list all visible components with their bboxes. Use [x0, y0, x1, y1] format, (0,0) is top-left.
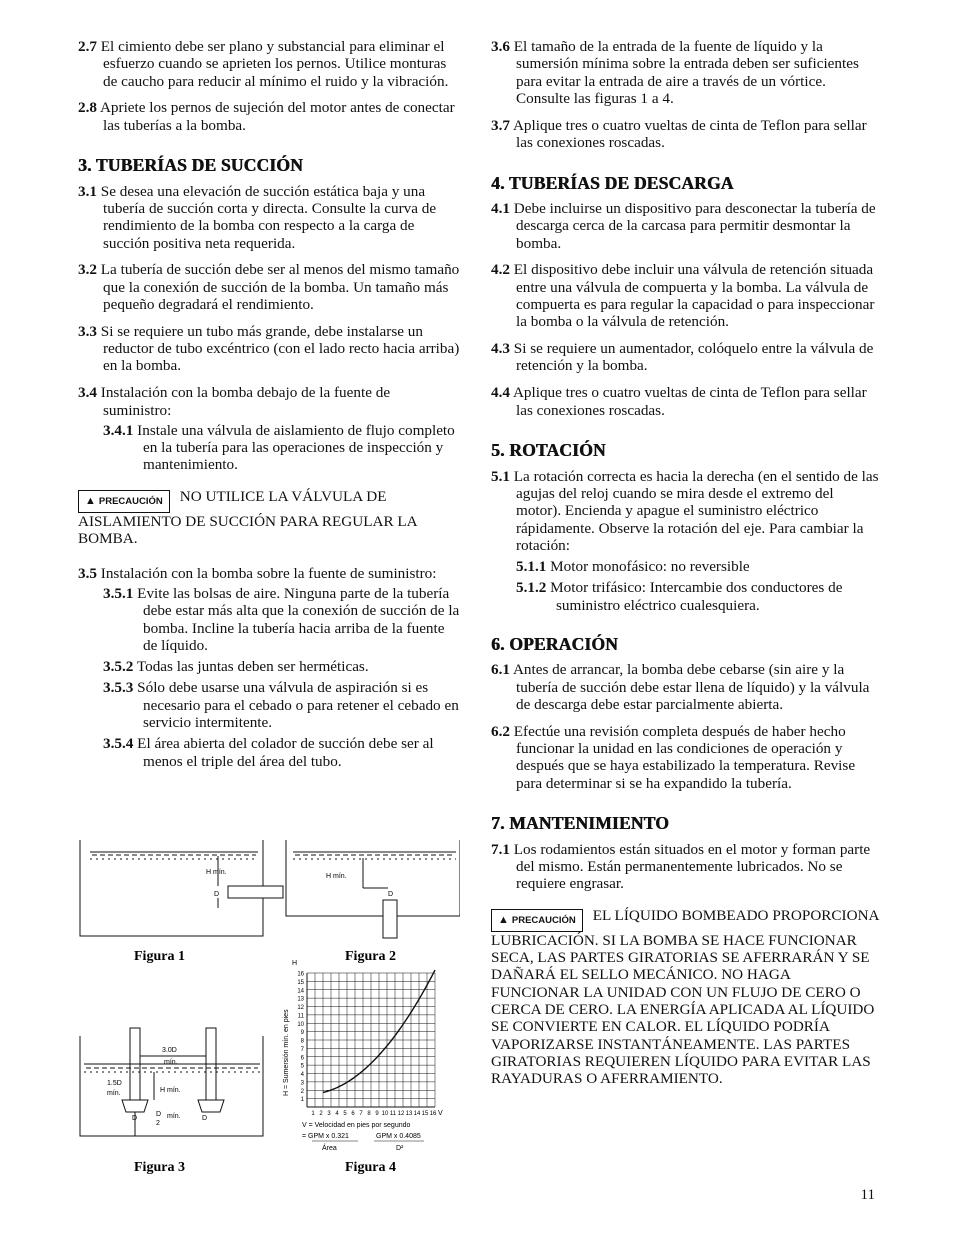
caption-figura-1: Figura 1 — [134, 949, 185, 964]
fig4-xlabel-2a: = GPM x 0.321 — [302, 1133, 349, 1140]
figure-2-diagram — [286, 840, 460, 938]
para-4-3: 4.3 Si se requiere un aumentador, colóquelo entre la válvula de retención y la bomba. — [491, 340, 874, 375]
fig4-xlabel-2b: GPM x 0.4085 — [376, 1133, 421, 1140]
para-2-7: 2.7 El cimiento debe ser plano y substancial para eliminar el esfuerzo cuando se aprieten los pernos. Utilice monturas de caucho para reducir al mínimo el ruido y la vibración. — [78, 38, 449, 90]
caution-badge-2: ▲ PRECAUCIÓN — [491, 909, 583, 932]
fig3-d-label: D — [132, 1115, 138, 1122]
x-tick-label: 15 — [421, 1111, 429, 1117]
heading-mantenimiento: 7. MANTENIMIENTO — [491, 813, 669, 834]
caution-badge: ▲ PRECAUCIÓN — [78, 490, 170, 513]
heading-rotacion: 5. ROTACIÓN — [491, 440, 606, 461]
x-tick-label: 10 — [381, 1111, 389, 1117]
y-tick-label: 16 — [297, 971, 304, 978]
para-3-1: 3.1 Se desea una elevación de succión estática baja y una tubería de succión corta y directa. Consulte la curva de rendimiento de la bomba con respecto a la carga de succión positiva neta requerida. — [78, 182, 437, 252]
y-tick-label: 11 — [297, 1013, 304, 1020]
fig2-d-label: D — [388, 891, 394, 898]
para-3-2: 3.2 La tubería de succión debe ser al menos del mismo tamaño que la conexión de succión de la bomba. Un tamaño más pequeño degradará el rendimiento. — [78, 261, 460, 314]
figures-area — [78, 836, 460, 1176]
caption-figura-2: Figura 2 — [345, 949, 396, 964]
fig3-15d-label: 1.5D — [107, 1080, 122, 1087]
para-6-1: 6.1 Antes de arrancar, la bomba debe cebarse (sin aire y la tubería de succión debe estar llena de líquido) y la válvula de descarga debe estar parcialmente abierta. — [491, 661, 870, 713]
para-4-1: 4.1 Debe incluirse un dispositivo para desconectar la tubería de descarga cerca de la carcasa para permitir desmontar la bomba. — [491, 200, 876, 252]
caption-figura-4: Figura 4 — [345, 1160, 396, 1175]
y-tick-label: 5 — [300, 1063, 304, 1070]
para-3-4: 3.4 Instalación con la bomba debajo de la fuente de suministro: — [78, 384, 391, 419]
fig2-hmin-label: H mín. — [326, 873, 347, 880]
fig3-min-label: mín. — [164, 1059, 178, 1066]
para-3-5-4: 3.5.4 El área abierta del colador de succión debe ser al menos el triple del área del tubo. — [103, 735, 434, 770]
para-6-2: 6.2 Efectúe una revisión completa después de haber hecho funcionar la unidad en las condiciones de operación y después que se haya estabilizado la temperatura. Revise para determinar si se ha expandido la tubería. — [491, 722, 856, 792]
x-tick-label: 3 — [327, 1111, 331, 1117]
fig4-v-label: V — [438, 1110, 443, 1117]
y-tick-label: 4 — [300, 1072, 304, 1078]
y-tick-label: 1 — [300, 1097, 304, 1104]
left-column — [78, 38, 460, 774]
y-tick-label: 14 — [297, 988, 304, 995]
para-3-3: 3.3 Si se requiere un tubo más grande, debe instalarse un reductor de tubo excéntrico (con el lado recto hacia arriba) en la bomba. — [78, 322, 460, 375]
fig1-hmin-label: H mín. — [206, 869, 227, 876]
y-tick-label: 12 — [297, 1005, 304, 1011]
figure-4-chart — [297, 970, 437, 1117]
x-tick-label: 8 — [367, 1111, 371, 1117]
heading-tuberias-descarga: 4. TUBERÍAS DE DESCARGA — [491, 172, 734, 193]
figures-svg — [78, 836, 460, 1176]
fig4-xlabel-1: V = Velocidad en pies por segundo — [302, 1122, 411, 1129]
fig4-ylabel: H = Sumersión mín. en pies — [283, 1009, 290, 1096]
para-3-5-2: 3.5.2 Todas las juntas deben ser herméticas. — [103, 658, 369, 676]
y-tick-label: 15 — [297, 979, 304, 986]
y-tick-label: 10 — [297, 1021, 304, 1028]
para-4-4: 4.4 Aplique tres o cuatro vueltas de cinta de Teflon para sellar las conexiones roscadas. — [491, 384, 867, 419]
fig3-min-label-2: mín. — [107, 1090, 121, 1097]
caution-block-2 — [491, 907, 881, 1088]
x-tick-label: 11 — [389, 1111, 397, 1117]
heading-operacion: 6. OPERACIÓN — [491, 634, 618, 655]
x-tick-label: 16 — [429, 1111, 437, 1117]
x-tick-label: 4 — [335, 1111, 339, 1117]
warning-icon: ▲ — [498, 913, 509, 926]
fig3-d2b-label: 2 — [156, 1120, 160, 1127]
para-4-2: 4.2 El dispositivo debe incluir una válvula de retención situada entre una válvula de compuerta y la bomba. La válvula de compuerta es para regular la capacidad o para inspeccionar la bomba o la válvula de retención. — [491, 261, 875, 331]
para-7-1: 7.1 Los rodamientos están situados en el motor y forman parte del mismo. Están permanentemente lubricados. No se requiere engrasar. — [491, 840, 871, 893]
para-3-7: 3.7 Aplique tres o cuatro vueltas de cinta de Teflon para sellar las conexiones roscadas. — [491, 116, 867, 151]
fig4-xlabel-3b: D² — [396, 1145, 404, 1152]
x-tick-label: 2 — [319, 1111, 323, 1117]
right-column — [491, 38, 881, 1097]
para-3-5-3: 3.5.3 Sólo debe usarse una válvula de aspiración si es necesario para el cebado o para retener el cebado en servicio intermitente. — [103, 679, 459, 731]
para-5-1-2: 5.1.2 Motor trifásico: Intercambie dos conductores de suministro eléctrico cualesquiera. — [516, 579, 843, 614]
y-tick-label: 8 — [300, 1038, 304, 1045]
fig4-h-label: H — [292, 960, 298, 967]
x-tick-label: 5 — [343, 1111, 347, 1117]
caution-block-1 — [78, 488, 460, 548]
fig3-d2-label: D — [156, 1111, 162, 1118]
para-2-8: 2.8 Apriete los pernos de sujeción del motor antes de conectar las tuberías a la bomba. — [78, 99, 455, 134]
x-tick-label: 12 — [397, 1111, 405, 1117]
para-3-6: 3.6 El tamaño de la entrada de la fuente de líquido y la sumersión mínima sobre la entrada deben ser suficientes para evitar la entrada de aire a través de un vórtice. Consulte las figuras 1 a 4. — [491, 38, 859, 107]
x-tick-label: 1 — [311, 1111, 315, 1117]
caution-text: NO UTILICE LA VÁLVULA DE AISLAMIENTO DE SUCCIÓN PARA REGULAR LA BOMBA. — [78, 487, 417, 548]
caution-text-2: EL LÍQUIDO BOMBEADO PROPORCIONA LUBRICACIÓN. SI LA BOMBA SE HACE FUNCIONAR SECA, LAS PARTES GIRATORIAS SE AFERRARÁN Y SE DAÑARÁ EL SELLO MECÁNICO. NO HAGA FUNCIONAR LA UNIDAD CON UN FLUJO DE CERO O CERCA DE CERO. LA ENERGÍA APLICADA AL LÍQUIDO SE CONVIERTE EN CALOR. EL LÍQUIDO PODRÍA VAPORIZARSE INSTANTÁNEAMENTE. LAS PARTES GIRATORIAS REQUIEREN LÍQUIDO PARA EVITAR LAS RAYADURAS O AFERRAMIENTO. — [491, 906, 879, 1088]
para-5-1: 5.1 La rotación correcta es hacia la derecha (en el sentido de las agujas del reloj cuando se mira desde el extremo del motor). Encienda y apague el suministro eléctrico rápidamente. Observe la rotación del eje. Para cambiar la rotación: — [491, 467, 879, 554]
fig3-3d-label: 3.0D — [162, 1047, 177, 1054]
y-tick-label: 2 — [300, 1088, 304, 1095]
y-tick-label: 9 — [300, 1030, 304, 1037]
y-tick-label: 13 — [297, 996, 304, 1003]
x-tick-label: 7 — [359, 1111, 363, 1117]
y-tick-label: 7 — [300, 1046, 304, 1053]
figure-1-diagram — [80, 840, 283, 936]
page-number: 11 — [860, 1187, 875, 1203]
fig3-hmin-label: H mín. — [160, 1087, 181, 1094]
x-tick-label: 9 — [375, 1111, 379, 1117]
fig3-min-label-3: mín. — [167, 1113, 181, 1120]
x-tick-label: 13 — [405, 1111, 413, 1117]
para-3-5: 3.5 Instalación con la bomba sobre la fuente de suministro: — [78, 564, 437, 582]
y-tick-label: 6 — [300, 1055, 304, 1062]
fig4-xlabel-3a: Área — [322, 1145, 337, 1152]
fig1-d-label: D — [214, 891, 220, 898]
para-3-4-1: 3.4.1 Instale una válvula de aislamiento de flujo completo en la tubería para las operaciones de inspección y mantenimiento. — [103, 421, 455, 474]
heading-tuberias-succion: 3. TUBERÍAS DE SUCCIÓN — [78, 155, 303, 176]
para-3-5-1: 3.5.1 Evite las bolsas de aire. Ninguna parte de la tubería debe estar más alta que la conexión de succión de la bomba. Incline la tubería hacia arriba de la fuente de líquido. — [103, 584, 460, 654]
fig3-d-label-2: D — [202, 1115, 208, 1122]
y-tick-label: 3 — [300, 1080, 304, 1087]
para-5-1-1: 5.1.1 Motor monofásico: no reversible — [516, 558, 750, 576]
caption-figura-3: Figura 3 — [134, 1160, 185, 1175]
x-tick-label: 6 — [351, 1111, 355, 1117]
x-tick-label: 14 — [413, 1111, 421, 1117]
warning-icon: ▲ — [85, 494, 96, 507]
